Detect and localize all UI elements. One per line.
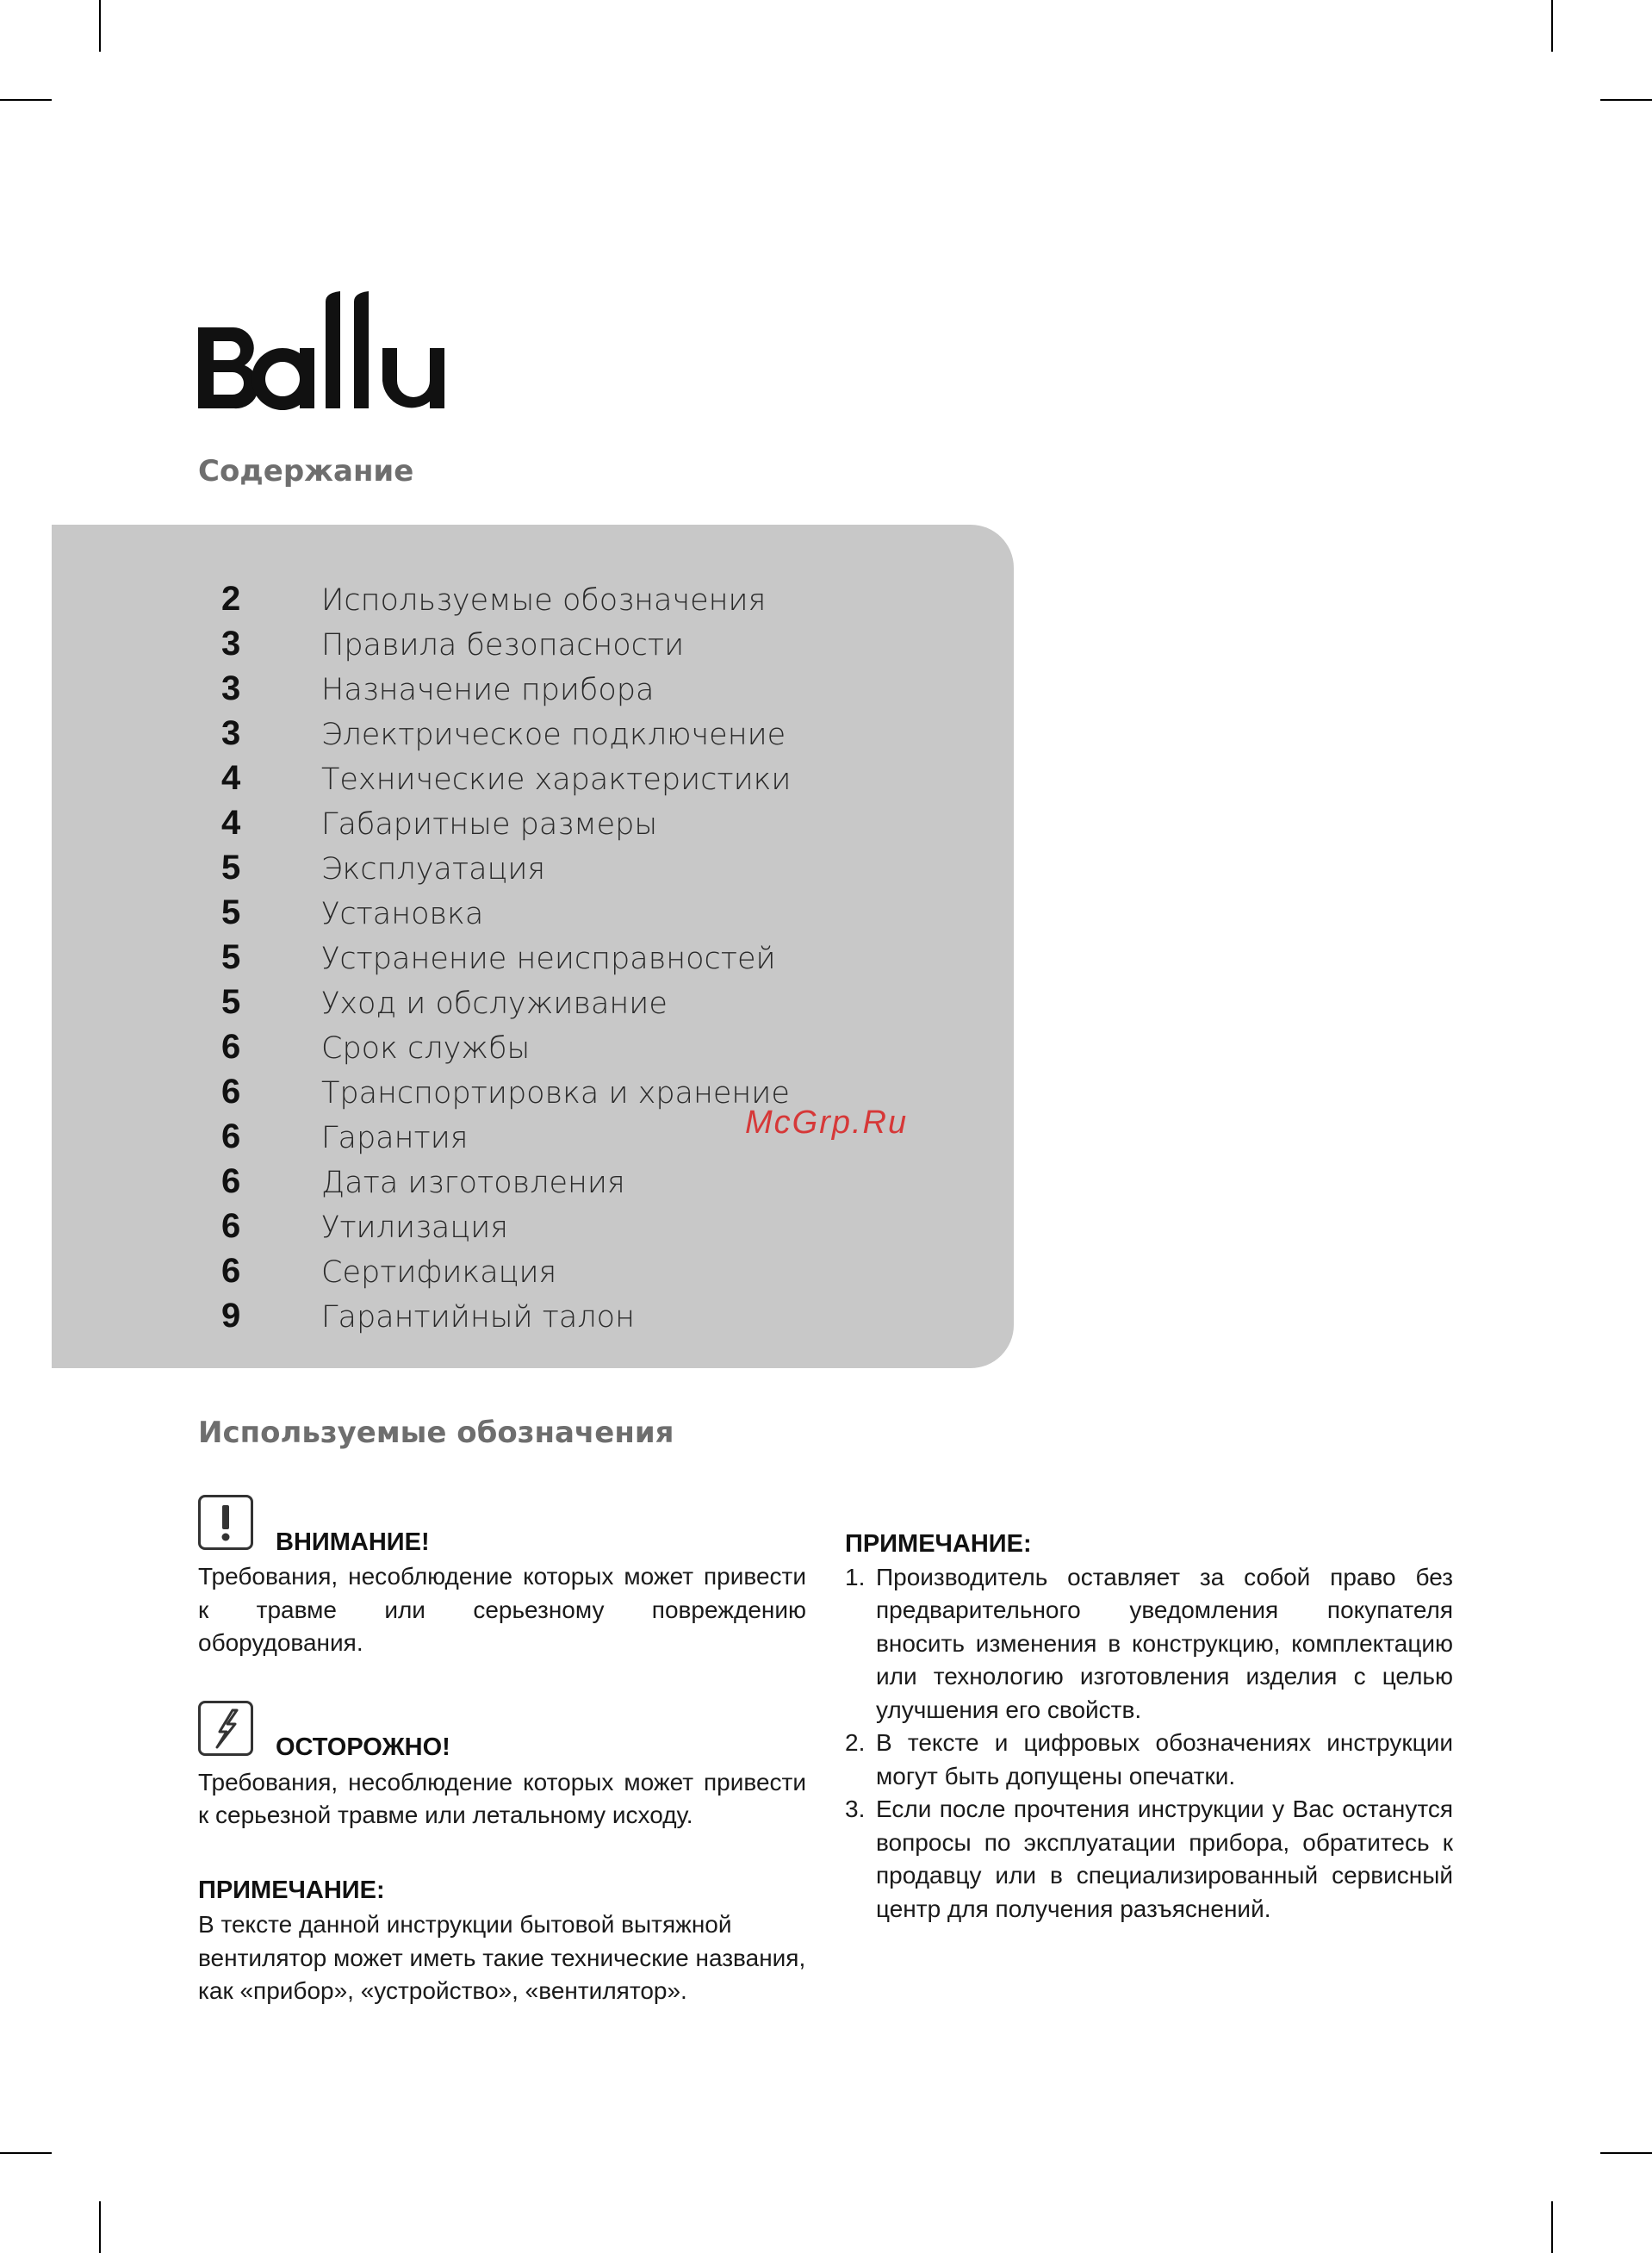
- toc-label: Правила безопасности: [321, 628, 685, 663]
- list-item-number: 2.: [845, 1729, 866, 1756]
- crop-mark: [1551, 2201, 1553, 2253]
- brand-logo: [196, 291, 481, 412]
- toc-item[interactable]: [52, 1024, 913, 1069]
- list-item: [845, 1793, 1453, 1926]
- crop-mark: [1600, 99, 1652, 101]
- toc-item[interactable]: [52, 1204, 913, 1248]
- toc-item[interactable]: [52, 1248, 913, 1293]
- toc-page-number: 3: [221, 669, 241, 707]
- list-item: [845, 1561, 1453, 1727]
- toc-page-number: 4: [221, 804, 241, 842]
- toc-label: Устранение неисправностей: [321, 942, 776, 976]
- toc-item[interactable]: [52, 935, 913, 980]
- caution-title: ОСТОРОЖНО!: [276, 1733, 450, 1761]
- caution-block: [198, 1701, 806, 1833]
- toc-item[interactable]: [52, 756, 913, 800]
- list-item-number: 1.: [845, 1563, 866, 1590]
- toc-page-number: 5: [221, 938, 241, 976]
- crop-mark: [99, 2201, 101, 2253]
- toc-label: Технические характеристики: [321, 762, 792, 797]
- toc-page-number: 6: [221, 1028, 241, 1066]
- list-item-text: В тексте и цифровых обозначениях инструкции могут быть допущены опечатки.: [876, 1729, 1453, 1789]
- right-column: [845, 1528, 1453, 1926]
- toc-label: Габаритные размеры: [321, 807, 658, 842]
- toc-item[interactable]: [52, 621, 913, 666]
- toc-page-number: 6: [221, 1073, 241, 1111]
- lightning-icon: [198, 1701, 253, 1756]
- toc-item[interactable]: [52, 666, 913, 711]
- attention-text: Требования, несоблюдение которых может привести к травме или серьезному повреждению оборудования.: [198, 1563, 806, 1656]
- toc-panel: [52, 525, 1014, 1368]
- toc-label: Уход и обслуживание: [321, 986, 668, 1021]
- note-title: ПРИМЕЧАНИЕ:: [845, 1530, 1032, 1558]
- toc-label: Гарантийный талон: [321, 1300, 635, 1335]
- caution-text: Требования, несоблюдение которых может привести к серьезной травме или летальному исходу.: [198, 1768, 806, 1828]
- toc-label: Эксплуатация: [321, 852, 546, 887]
- toc-list: [52, 576, 913, 1338]
- section-title: Используемые обозначения: [198, 1416, 674, 1450]
- toc-item[interactable]: [52, 1159, 913, 1204]
- toc-label: Электрическое подключение: [321, 718, 786, 752]
- toc-page-number: 4: [221, 759, 241, 797]
- watermark: McGrp.Ru: [745, 1105, 909, 1141]
- crop-mark: [0, 2152, 52, 2154]
- toc-page-number: 5: [221, 983, 241, 1021]
- note-block: [198, 1874, 806, 2008]
- toc-page-number: 6: [221, 1252, 241, 1290]
- toc-page-number: 5: [221, 893, 241, 931]
- note-title: ПРИМЕЧАНИЕ:: [198, 1876, 385, 1904]
- toc-label: Используемые обозначения: [321, 583, 767, 618]
- toc-label: Установка: [321, 897, 484, 931]
- toc-page-number: 9: [221, 1297, 241, 1335]
- crop-mark: [0, 99, 52, 101]
- toc-label: Срок службы: [321, 1031, 531, 1066]
- toc-item[interactable]: [52, 711, 913, 756]
- crop-mark: [1551, 0, 1553, 52]
- toc-item[interactable]: [52, 576, 913, 621]
- toc-title: Содержание: [198, 454, 414, 489]
- toc-item[interactable]: [52, 800, 913, 845]
- toc-label: Транспортировка и хранение: [321, 1076, 790, 1111]
- toc-page-number: 2: [221, 580, 241, 618]
- toc-page-number: 6: [221, 1117, 241, 1155]
- exclamation-icon: [198, 1495, 253, 1550]
- caution-header: [198, 1701, 806, 1761]
- toc-page-number: 6: [221, 1207, 241, 1245]
- list-item-number: 3.: [845, 1796, 866, 1822]
- toc-label: Утилизация: [321, 1211, 508, 1245]
- attention-header: [198, 1495, 806, 1556]
- toc-label: Дата изготовления: [321, 1166, 625, 1200]
- toc-label: Сертификация: [321, 1255, 557, 1290]
- toc-page-number: 6: [221, 1162, 241, 1200]
- crop-mark: [1600, 2152, 1652, 2154]
- toc-item[interactable]: [52, 845, 913, 890]
- toc-page-number: 3: [221, 625, 241, 663]
- crop-mark: [99, 0, 101, 52]
- list-item-text: Если после прочтения инструкции у Вас останутся вопросы по эксплуатации прибора, обратитесь к продавцу или в специализированный сервисный центр для получения разъяснений.: [876, 1796, 1453, 1922]
- left-column: [198, 1495, 806, 2008]
- attention-block: [198, 1495, 806, 1660]
- toc-page-number: 3: [221, 714, 241, 752]
- toc-item[interactable]: [52, 890, 913, 935]
- list-item-text: Производитель оставляет за собой право без предварительного уведомления покупателя вносить изменения в конструкцию, комплектацию или технологию изготовления изделия с целью улучшения его свойств.: [876, 1563, 1453, 1723]
- note-list: [845, 1561, 1453, 1926]
- attention-title: ВНИМАНИЕ!: [276, 1528, 430, 1556]
- list-item: [845, 1727, 1453, 1793]
- note-text: В тексте данной инструкции бытовой вытяжной вентилятор может иметь такие технические названия, как «прибор», «устройство», «вентилятор».: [198, 1911, 806, 2004]
- toc-label: Гарантия: [321, 1121, 469, 1155]
- toc-label: Назначение прибора: [321, 673, 655, 707]
- toc-page-number: 5: [221, 849, 241, 887]
- toc-item[interactable]: [52, 980, 913, 1024]
- toc-item[interactable]: [52, 1293, 913, 1338]
